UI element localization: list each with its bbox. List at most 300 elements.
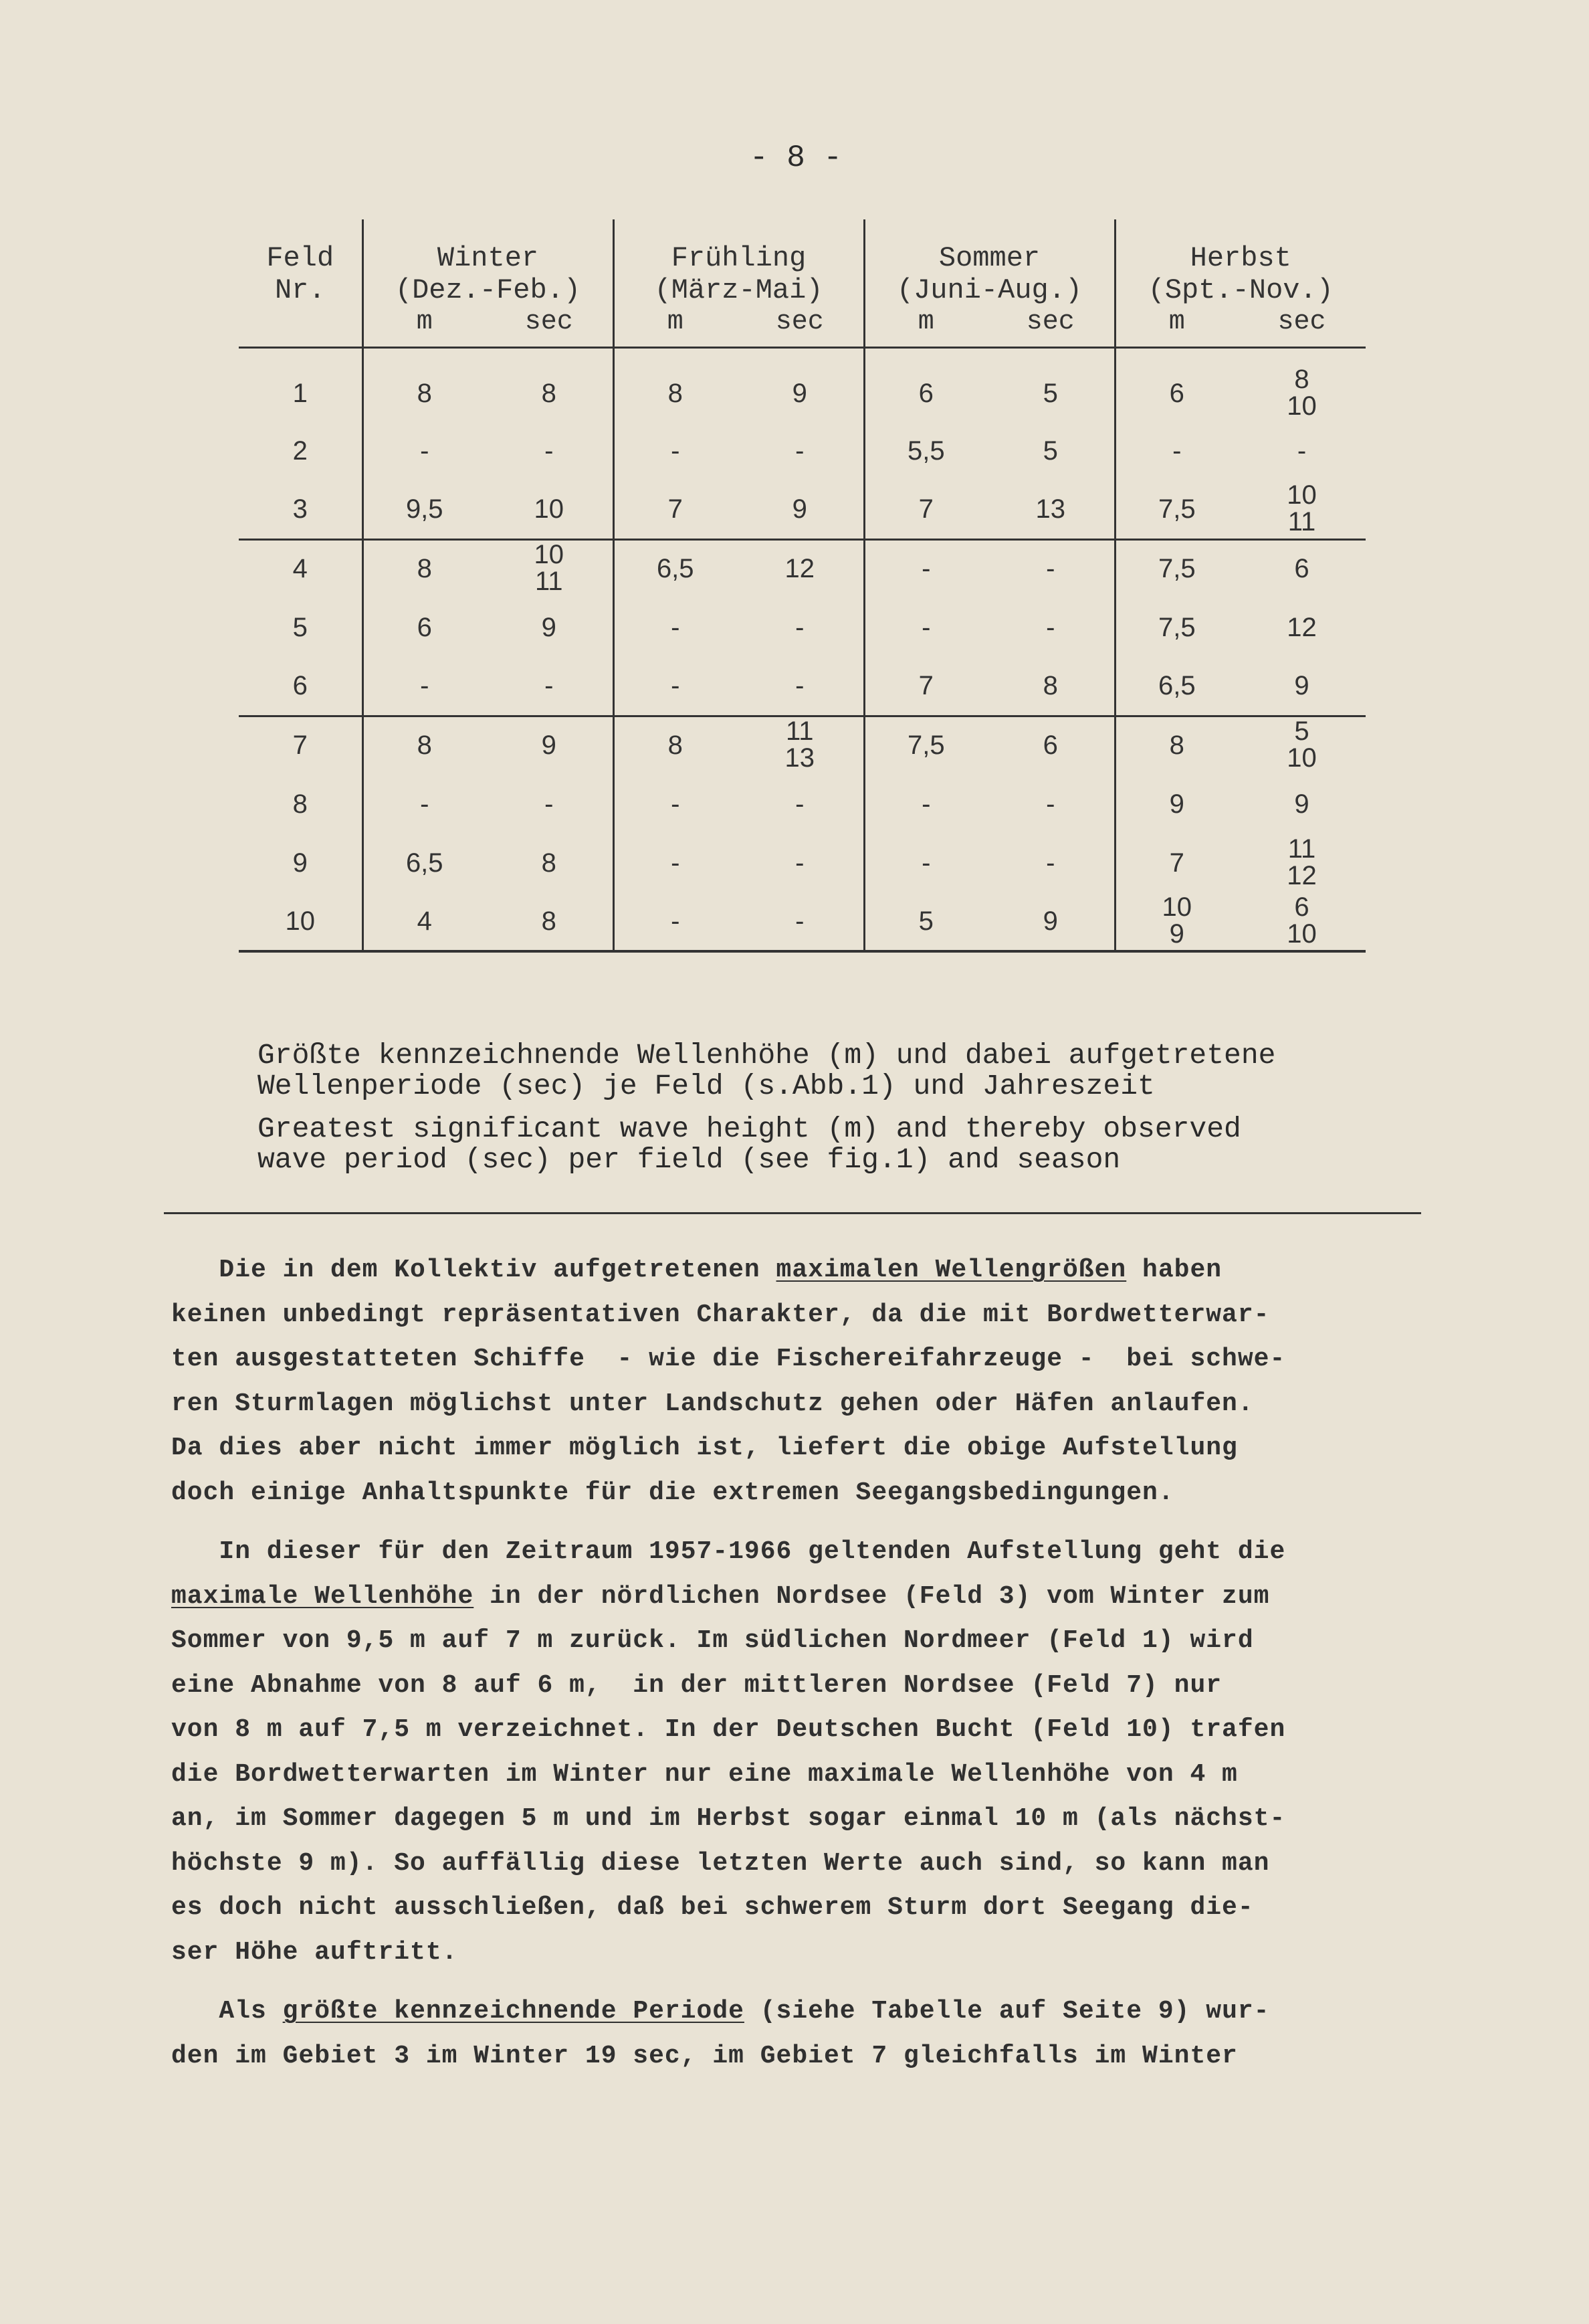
wave-height-m-cell <box>613 775 736 834</box>
text-line: ser Höhe auftritt. <box>171 1937 458 1967</box>
wave-height-m-cell <box>864 421 987 480</box>
cell-value: 5,5 <box>907 435 945 466</box>
cell-values <box>1170 732 1184 759</box>
cell-values <box>1287 482 1317 535</box>
wave-height-m-cell <box>362 716 486 775</box>
cell-value: - <box>1046 612 1055 642</box>
body-text <box>171 1248 1442 2093</box>
column-header-fruehling <box>613 219 864 306</box>
feld-number-cell: 2 <box>239 421 362 480</box>
text-line: Sommer von 9,5 m auf 7 m zurück. Im südlichen Nordmeer (Feld 1) wird <box>171 1626 1254 1655</box>
cell-values <box>420 435 429 466</box>
cell-values <box>668 496 683 522</box>
cell-value: 8 <box>417 731 432 761</box>
table-caption-english <box>257 1114 1241 1175</box>
feld-number-cell: 6 <box>239 657 362 716</box>
cell-value: 13 <box>784 743 815 773</box>
cell-values <box>671 791 679 817</box>
period-sec-cell <box>486 348 613 422</box>
cell-value: - <box>795 906 805 936</box>
cell-values <box>1046 555 1055 582</box>
period-sec-cell <box>736 539 864 598</box>
text-run: Die in dem Kollektiv aufgetretenen <box>171 1256 776 1284</box>
period-sec-cell <box>987 834 1115 892</box>
season-name: Winter <box>437 242 539 274</box>
cell-values <box>792 380 807 407</box>
text-line: ten ausgestatteten Schiffe - wie die Fischereifahrzeuge - bei schwe- <box>171 1345 1286 1373</box>
wave-height-m-cell <box>362 598 486 657</box>
feld-number-cell: 8 <box>239 775 362 834</box>
wave-height-m-cell <box>864 775 987 834</box>
cell-values <box>417 380 432 407</box>
cell-values <box>417 908 432 935</box>
cell-value: 8 <box>417 554 432 584</box>
cell-values <box>795 908 804 935</box>
caption-line: wave period (sec) per field (see fig.1) and season <box>257 1143 1121 1176</box>
season-months: (Juni-Aug.) <box>896 274 1083 306</box>
cell-values <box>671 850 679 876</box>
cell-value: 5 <box>1043 379 1058 408</box>
text-run: in der nördlichen Nordsee (Feld 3) vom Winter zum <box>473 1581 1270 1611</box>
table-row <box>239 657 1366 716</box>
cell-value: 8 <box>667 379 683 408</box>
column-header-feld <box>239 219 362 306</box>
unit-sec: sec <box>987 306 1115 348</box>
cell-value: 8 <box>1043 670 1058 700</box>
text-line: In dieser für den Zeitraum 1957-1966 geltenden Aufstellung geht die <box>171 1537 1286 1566</box>
cell-value: 10 <box>1287 391 1317 421</box>
cell-value: - <box>671 670 680 700</box>
cell-values <box>922 791 930 817</box>
table-row <box>239 716 1366 775</box>
text-line: eine Abnahme von 8 auf 6 m, in der mittleren Nordsee (Feld 7) nur <box>171 1670 1223 1700</box>
wave-height-m-cell <box>613 539 736 598</box>
cell-values <box>1158 672 1196 699</box>
period-sec-cell <box>1238 480 1366 539</box>
wave-height-m-cell <box>362 657 486 716</box>
cell-value: - <box>1297 435 1307 466</box>
feld-number-cell: 7 <box>239 716 362 775</box>
cell-value: - <box>1046 848 1055 878</box>
wave-height-m-cell <box>613 480 736 539</box>
cell-values <box>542 732 556 759</box>
cell-value: 6 <box>1294 554 1309 584</box>
cell-value: 8 <box>667 731 683 761</box>
period-sec-cell <box>486 480 613 539</box>
cell-value: - <box>671 848 680 878</box>
period-sec-cell <box>736 598 864 657</box>
cell-value: 7 <box>918 494 934 524</box>
cell-value: 6,5 <box>405 848 443 878</box>
period-sec-cell <box>486 716 613 775</box>
cell-values <box>542 908 556 935</box>
wave-height-m-cell <box>613 892 736 951</box>
period-sec-cell <box>486 657 613 716</box>
cell-values <box>671 614 679 641</box>
cell-value: 6,5 <box>1158 670 1196 700</box>
cell-value: 11 <box>785 716 814 747</box>
table-body <box>239 348 1366 952</box>
cell-value: 7 <box>918 670 934 700</box>
cell-value: 10 <box>1287 480 1317 510</box>
wave-height-m-cell <box>1115 421 1238 480</box>
period-sec-cell <box>1238 892 1366 951</box>
season-name: Herbst <box>1190 242 1291 274</box>
period-sec-cell <box>987 775 1115 834</box>
text-run: haben <box>1126 1256 1223 1284</box>
cell-values <box>1158 555 1196 582</box>
text-line: den im Gebiet 3 im Winter 19 sec, im Gebiet 7 gleichfalls im Winter <box>171 2041 1238 2070</box>
cell-values <box>1287 614 1317 641</box>
feld-number-cell: 1 <box>239 348 362 422</box>
paragraph-2 <box>171 1530 1442 1975</box>
cell-value: - <box>671 612 680 642</box>
period-sec-cell <box>736 421 864 480</box>
table-caption-german <box>257 1040 1275 1102</box>
period-sec-cell <box>987 348 1115 422</box>
cell-value: 7,5 <box>907 731 945 761</box>
cell-value: - <box>1172 435 1182 466</box>
cell-value: 8 <box>1294 365 1309 394</box>
cell-value: 7,5 <box>1158 554 1196 584</box>
cell-values <box>657 555 694 582</box>
cell-value: - <box>795 848 805 878</box>
cell-values <box>1043 380 1058 407</box>
cell-values <box>922 850 930 876</box>
cell-value: 9,5 <box>405 494 443 524</box>
cell-value: 7,5 <box>1158 494 1196 524</box>
cell-value: - <box>420 435 429 466</box>
separator-line <box>164 1212 1421 1214</box>
wave-height-m-cell <box>362 834 486 892</box>
wave-height-m-cell <box>864 480 987 539</box>
wave-height-m-cell <box>362 421 486 480</box>
period-sec-cell <box>736 716 864 775</box>
cell-values <box>1043 672 1058 699</box>
cell-value: 11 <box>1287 506 1316 537</box>
season-months: (März-Mai) <box>654 274 823 306</box>
cell-value: 11 <box>534 567 563 597</box>
period-sec-cell <box>987 480 1115 539</box>
cell-value: 8 <box>541 906 556 936</box>
unit-m: m <box>1115 306 1238 348</box>
wave-height-m-cell <box>1115 480 1238 539</box>
cell-values <box>542 850 556 876</box>
cell-values <box>1162 894 1192 947</box>
period-sec-cell <box>987 421 1115 480</box>
wave-height-m-cell <box>362 775 486 834</box>
underlined-term: größte kennzeichnende Periode <box>282 1997 744 2026</box>
cell-values <box>907 435 945 466</box>
cell-value: - <box>922 848 931 878</box>
period-sec-cell <box>486 892 613 951</box>
text-line: es doch nicht ausschließen, daß bei schwerem Sturm dort Seegang die- <box>171 1893 1254 1922</box>
cell-value: 10 <box>534 494 564 524</box>
cell-values <box>919 908 934 935</box>
cell-value: - <box>795 670 805 700</box>
cell-value: 10 <box>1287 918 1317 949</box>
table-row <box>239 348 1366 422</box>
feld-number-cell: 9 <box>239 834 362 892</box>
cell-values <box>795 850 804 876</box>
cell-value: 8 <box>541 379 556 408</box>
cell-value: 6 <box>1043 731 1058 761</box>
cell-values <box>668 380 683 407</box>
cell-values <box>919 672 934 699</box>
column-header-winter <box>362 219 613 306</box>
wave-height-m-cell <box>362 539 486 598</box>
cell-values <box>534 496 564 522</box>
wave-height-m-cell <box>613 598 736 657</box>
underlined-term: maximale Wellenhöhe <box>171 1581 474 1611</box>
wave-height-m-cell <box>613 348 736 422</box>
feld-label: Feld <box>266 242 334 274</box>
cell-value: 6 <box>1294 892 1309 922</box>
cell-values <box>1158 496 1196 522</box>
cell-values <box>420 791 429 817</box>
season-months: (Spt.-Nov.) <box>1148 274 1334 306</box>
wave-height-m-cell <box>362 348 486 422</box>
cell-values <box>668 732 683 759</box>
cell-values <box>1294 672 1309 699</box>
cell-value: - <box>420 789 429 819</box>
cell-value: 10 <box>1162 892 1192 922</box>
cell-value: 7 <box>667 494 683 524</box>
wave-height-m-cell <box>864 834 987 892</box>
cell-value: 8 <box>1169 731 1184 761</box>
period-sec-cell <box>987 892 1115 951</box>
period-sec-cell <box>1238 716 1366 775</box>
period-sec-cell <box>987 598 1115 657</box>
table-row <box>239 539 1366 598</box>
cell-value: - <box>544 670 554 700</box>
cell-values <box>671 908 679 935</box>
cell-values <box>420 672 429 699</box>
text-line: Da dies aber nicht immer möglich ist, liefert die obige Aufstellung <box>171 1434 1238 1462</box>
period-sec-cell <box>736 775 864 834</box>
cell-value: - <box>671 906 680 936</box>
wave-height-m-cell <box>864 539 987 598</box>
wave-height-m-cell <box>1115 892 1238 951</box>
period-sec-cell <box>486 834 613 892</box>
wave-height-m-cell <box>1115 598 1238 657</box>
cell-values <box>795 672 804 699</box>
period-sec-cell <box>1238 539 1366 598</box>
cell-value: - <box>544 789 554 819</box>
cell-value: 13 <box>1035 494 1066 524</box>
cell-values <box>795 614 804 641</box>
table-row <box>239 892 1366 951</box>
cell-values <box>1287 836 1317 889</box>
cell-values <box>417 732 432 759</box>
cell-value: 9 <box>1294 670 1309 700</box>
feld-number-cell: 10 <box>239 892 362 951</box>
underlined-term: maximalen Wellengrößen <box>776 1256 1127 1284</box>
period-sec-cell <box>736 348 864 422</box>
cell-values <box>1046 614 1055 641</box>
cell-values <box>1287 366 1317 419</box>
nr-label: Nr. <box>274 274 326 306</box>
unit-m: m <box>362 306 486 348</box>
period-sec-cell <box>1238 421 1366 480</box>
period-sec-cell <box>1238 775 1366 834</box>
text-line: höchste 9 m). So auffällig diese letzten Werte auch sind, so kann man <box>171 1848 1270 1878</box>
unit-m: m <box>613 306 736 348</box>
cell-values <box>542 614 556 641</box>
period-sec-cell <box>1238 657 1366 716</box>
period-sec-cell <box>987 716 1115 775</box>
wave-height-m-cell <box>613 421 736 480</box>
unit-m: m <box>864 306 987 348</box>
cell-value: 7 <box>1169 848 1184 878</box>
wave-height-m-cell <box>613 834 736 892</box>
cell-values <box>919 380 934 407</box>
caption-line: Größte kennzeichnende Wellenhöhe (m) und dabei aufgetretene <box>257 1039 1276 1072</box>
paragraph-1 <box>171 1248 1442 1515</box>
text-line: die Bordwetterwarten im Winter nur eine maximale Wellenhöhe von 4 m <box>171 1759 1238 1789</box>
cell-values <box>1294 791 1309 817</box>
period-sec-cell <box>1238 348 1366 422</box>
caption-line: Greatest significant wave height (m) and thereby observed <box>257 1112 1241 1145</box>
cell-value: - <box>671 435 680 466</box>
text-line: ren Sturmlagen möglichst unter Landschutz gehen oder Häfen anlaufen. <box>171 1389 1254 1418</box>
cell-values <box>544 791 553 817</box>
wave-height-m-cell <box>864 716 987 775</box>
cell-value: - <box>1046 554 1055 584</box>
cell-values <box>1297 435 1307 466</box>
cell-values <box>417 555 432 582</box>
cell-values <box>922 614 930 641</box>
wave-height-m-cell <box>1115 775 1238 834</box>
cell-value: - <box>795 435 805 466</box>
wave-height-m-cell <box>1115 348 1238 422</box>
unit-blank <box>239 306 362 348</box>
cell-value: 6,5 <box>656 554 694 584</box>
text-line: doch einige Anhaltspunkte für die extremen Seegangsbedingungen. <box>171 1478 1174 1507</box>
table-row <box>239 480 1366 539</box>
wave-data-table <box>239 219 1366 953</box>
cell-values <box>785 718 815 771</box>
cell-value: 9 <box>1043 906 1058 936</box>
unit-sec: sec <box>486 306 613 348</box>
column-header-herbst <box>1115 219 1366 306</box>
wave-height-m-cell <box>1115 657 1238 716</box>
period-sec-cell <box>486 775 613 834</box>
cell-value: 9 <box>1294 789 1309 819</box>
cell-values <box>1158 614 1196 641</box>
wave-height-m-cell <box>613 716 736 775</box>
feld-number-cell: 4 <box>239 539 362 598</box>
cell-values <box>1294 555 1309 582</box>
period-sec-cell <box>987 657 1115 716</box>
cell-values <box>792 496 807 522</box>
cell-value: - <box>544 435 554 466</box>
cell-values <box>1287 718 1317 771</box>
cell-value: 7,5 <box>1158 612 1196 642</box>
cell-values <box>671 672 679 699</box>
period-sec-cell <box>486 598 613 657</box>
cell-value: 10 <box>1287 743 1317 773</box>
cell-values <box>542 380 556 407</box>
cell-value: - <box>795 789 805 819</box>
paragraph-3 <box>171 1990 1442 2078</box>
caption-line: Wellenperiode (sec) je Feld (s.Abb.1) und Jahreszeit <box>257 1070 1155 1102</box>
season-name: Frühling <box>671 242 807 274</box>
cell-value: - <box>795 612 805 642</box>
cell-values <box>1170 380 1184 407</box>
table-row <box>239 834 1366 892</box>
cell-values <box>922 555 930 582</box>
cell-value: 9 <box>1169 918 1184 949</box>
cell-values <box>417 614 432 641</box>
wave-height-m-cell <box>864 348 987 422</box>
wave-height-m-cell <box>1115 539 1238 598</box>
wave-height-m-cell <box>1115 716 1238 775</box>
page-number: - 8 - <box>749 140 843 175</box>
table-row <box>239 421 1366 480</box>
period-sec-cell <box>736 480 864 539</box>
cell-value: 9 <box>1169 789 1184 819</box>
season-name: Sommer <box>938 242 1041 274</box>
cell-values <box>671 435 680 466</box>
cell-value: 12 <box>1287 860 1317 890</box>
cell-values <box>1287 894 1317 947</box>
cell-value: - <box>922 612 931 642</box>
wave-height-m-cell <box>864 657 987 716</box>
wave-height-m-cell <box>1115 834 1238 892</box>
cell-values <box>406 850 443 876</box>
period-sec-cell <box>1238 834 1366 892</box>
period-sec-cell <box>1238 598 1366 657</box>
cell-value: 12 <box>1287 612 1317 642</box>
unit-sec: sec <box>736 306 864 348</box>
wave-height-m-cell <box>362 892 486 951</box>
unit-sec: sec <box>1238 306 1366 348</box>
cell-value: 8 <box>541 848 556 878</box>
cell-value: 12 <box>784 554 815 584</box>
wave-height-m-cell <box>864 892 987 951</box>
cell-value: 9 <box>541 612 556 642</box>
cell-value: - <box>671 789 680 819</box>
cell-values <box>908 732 945 759</box>
text-line: keinen unbedingt repräsentativen Charakter, da die mit Bordwetterwar- <box>171 1300 1270 1329</box>
season-months: (Dez.-Feb.) <box>395 274 581 306</box>
cell-values <box>795 435 805 466</box>
cell-values <box>1036 496 1066 522</box>
cell-values <box>919 496 934 522</box>
period-sec-cell <box>486 421 613 480</box>
cell-values <box>1170 791 1184 817</box>
cell-values <box>795 791 804 817</box>
cell-values <box>1043 435 1058 466</box>
period-sec-cell <box>486 539 613 598</box>
cell-values <box>1046 850 1055 876</box>
cell-values <box>544 672 553 699</box>
cell-values <box>1170 850 1184 876</box>
feld-number-cell: 3 <box>239 480 362 539</box>
cell-value: 9 <box>792 379 807 408</box>
table-row <box>239 775 1366 834</box>
cell-value: - <box>420 670 429 700</box>
cell-value: 11 <box>1287 834 1316 864</box>
cell-values <box>1043 908 1058 935</box>
cell-value: 5 <box>1294 716 1309 747</box>
table-row <box>239 598 1366 657</box>
cell-value: 8 <box>417 379 432 408</box>
cell-value: - <box>922 789 931 819</box>
cell-values <box>544 435 554 466</box>
cell-values <box>1172 435 1182 466</box>
